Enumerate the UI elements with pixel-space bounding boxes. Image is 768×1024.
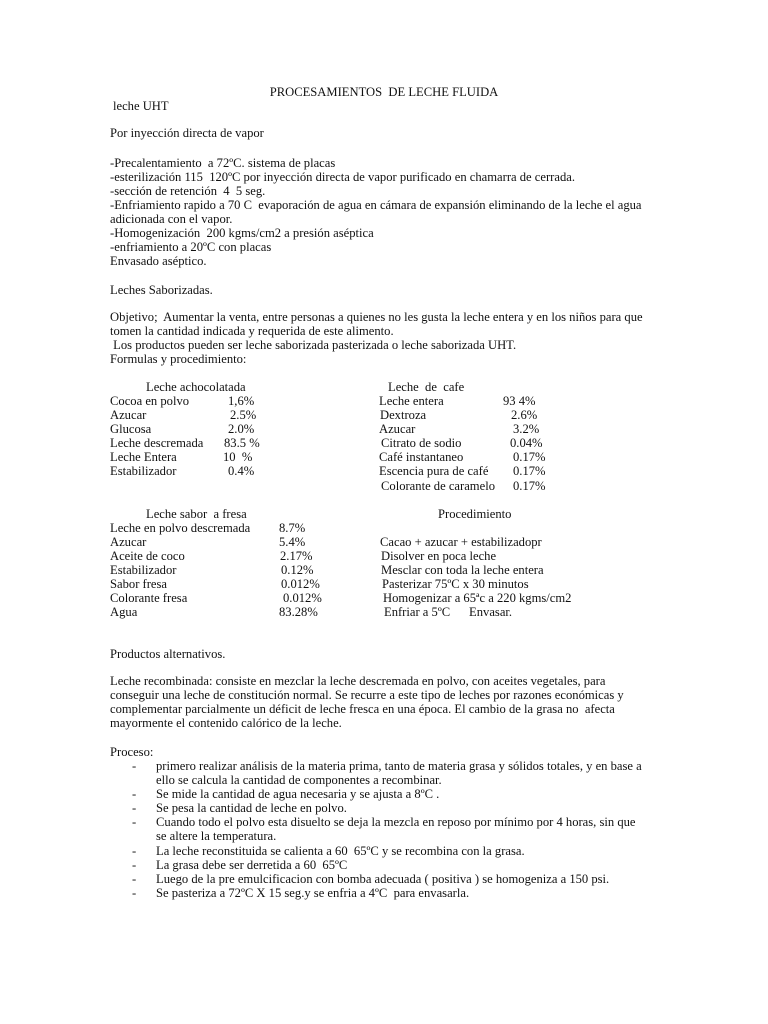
ingredient-name: Citrato de sodio (381, 436, 462, 450)
uht-step: -Homogenización 200 kgms/cm2 a presión aséptica (110, 226, 374, 240)
ingredient-value: 0.17% (513, 479, 546, 493)
formula-title: Leche achocolatada (146, 380, 246, 394)
list-item: primero realizar análisis de la materia prima, tanto de materia grasa y sólidos totales, y en base a (156, 759, 642, 773)
list-bullet: - (132, 886, 137, 900)
document-title: PROCESAMIENTOS DE LECHE FLUIDA (269, 85, 499, 99)
list-item: Se pasteriza a 72ºC X 15 seg.y se enfria a 4ºC para envasarla. (156, 886, 470, 900)
list-item: La leche reconstituida se calienta a 60 65ºC y se recombina con la grasa. (156, 844, 525, 858)
ingredient-name: Agua (110, 605, 138, 619)
list-bullet: - (132, 787, 137, 801)
ingredient-name: Leche Entera (110, 450, 177, 464)
paragraph-line: Los productos pueden ser leche saborizada pasterizada o leche saborizada UHT. (110, 338, 517, 352)
ingredient-value: 0.04% (510, 436, 543, 450)
ingredient-value: 0.17% (513, 464, 546, 478)
procedure-step: Homogenizar a 65ªc a 220 kgms/cm2 (383, 591, 572, 605)
ingredient-name: Escencia pura de café (379, 464, 489, 478)
uht-step: -esterilización 115 120ºC por inyección directa de vapor purificado en chamarra de cerrada. (110, 170, 575, 184)
ingredient-name: Leche entera (379, 394, 444, 408)
ingredient-name: Azucar (379, 422, 416, 436)
ingredient-name: Aceite de coco (110, 549, 185, 563)
list-bullet: - (132, 844, 137, 858)
paragraph-line: Objetivo; Aumentar la venta, entre personas a quienes no les gusta la leche entera y en los niños para que (110, 310, 643, 324)
ingredient-value: 1,6% (228, 394, 255, 408)
paragraph-line: tomen la cantidad indicada y requerida de este alimento. (110, 324, 394, 338)
list-item: Cuando todo el polvo esta disuelto se deja la mezcla en reposo por mínimo por 4 horas, sin que (156, 815, 636, 829)
section-heading-alternativos: Productos alternativos. (110, 647, 226, 661)
list-item: Luego de la pre emulcificacion con bomba adecuada ( positiva ) se homogeniza a 150 psi. (156, 872, 610, 886)
ingredient-value: 8.7% (279, 521, 306, 535)
section-heading-uht: leche UHT (113, 99, 169, 113)
ingredient-name: Café instantaneo (379, 450, 464, 464)
uht-step: -sección de retención 4 5 seg. (110, 184, 266, 198)
procedure-step: Pasterizar 75ºC x 30 minutos (382, 577, 529, 591)
procedure-step: Mesclar con toda la leche entera (381, 563, 544, 577)
ingredient-name: Colorante de caramelo (381, 479, 495, 493)
ingredient-name: Dextroza (380, 408, 427, 422)
list-bullet: - (132, 759, 137, 773)
ingredient-name: Colorante fresa (110, 591, 188, 605)
ingredient-value: 0.012% (283, 591, 322, 605)
ingredient-value: 83.5 % (224, 436, 260, 450)
list-bullet: - (132, 858, 137, 872)
ingredient-name: Azucar (110, 408, 147, 422)
list-item-continuation: se altere la temperatura. (156, 829, 277, 843)
ingredient-name: Azucar (110, 535, 147, 549)
ingredient-name: Cocoa en polvo (110, 394, 190, 408)
ingredient-value: 5.4% (279, 535, 306, 549)
list-item: Se mide la cantidad de agua necesaria y se ajusta a 8ºC . (156, 787, 440, 801)
uht-step: -Enfriamiento rapido a 70 C evaporación de agua en cámara de expansión eliminando de la leche el agua (110, 198, 642, 212)
ingredient-value: 0.012% (281, 577, 320, 591)
formula-title: Leche sabor a fresa (146, 507, 247, 521)
paragraph-line: conseguir una leche de constitución normal. Se recurre a este tipo de leches por razones económicas y (110, 688, 624, 702)
ingredient-value: 2.5% (230, 408, 257, 422)
ingredient-value: 0.17% (513, 450, 546, 464)
list-bullet: - (132, 801, 137, 815)
uht-step: Envasado aséptico. (110, 254, 207, 268)
ingredient-name: Leche en polvo descremada (110, 521, 251, 535)
ingredient-value: 10 % (223, 450, 253, 464)
uht-step: -Precalentamiento a 72ºC. sistema de placas (110, 156, 336, 170)
procedure-title: Procedimiento (438, 507, 512, 521)
ingredient-name: Sabor fresa (110, 577, 167, 591)
list-bullet: - (132, 815, 137, 829)
procedure-step: Disolver en poca leche (381, 549, 497, 563)
ingredient-name: Glucosa (110, 422, 152, 436)
ingredient-value: 2.17% (280, 549, 313, 563)
ingredient-value: 2.6% (511, 408, 538, 422)
uht-step: adicionada con el vapor. (110, 212, 233, 226)
section-heading-saborizadas: Leches Saborizadas. (110, 283, 213, 297)
procedure-step: Cacao + azucar + estabilizadopr (380, 535, 542, 549)
ingredient-value: 0.4% (228, 464, 255, 478)
list-bullet: - (132, 872, 137, 886)
method-line: Por inyección directa de vapor (110, 126, 264, 140)
list-item-continuation: ello se calcula la cantidad de componentes a recombinar. (156, 773, 442, 787)
list-item: Se pesa la cantidad de leche en polvo. (156, 801, 347, 815)
paragraph-line: complementar parcialmente un déficit de leche fresca en una época. El cambio de la grasa no afecta (110, 702, 615, 716)
paragraph-line: mayormente el contenido calórico de la leche. (110, 716, 342, 730)
ingredient-value: 3.2% (513, 422, 540, 436)
ingredient-value: 93 4% (503, 394, 536, 408)
section-heading-proceso: Proceso: (110, 745, 154, 759)
ingredient-value: 2.0% (228, 422, 255, 436)
paragraph-line: Leche recombinada: consiste en mezclar la leche descremada en polvo, con aceites vegetales, para (110, 674, 606, 688)
uht-step: -enfriamiento a 20ºC con placas (110, 240, 272, 254)
ingredient-name: Estabilizador (110, 563, 177, 577)
paragraph-line: Formulas y procedimiento: (110, 352, 247, 366)
list-item: La grasa debe ser derretida a 60 65ºC (156, 858, 348, 872)
procedure-step: Enfriar a 5ºC Envasar. (384, 605, 513, 619)
ingredient-name: Leche descremada (110, 436, 204, 450)
ingredient-value: 83.28% (279, 605, 318, 619)
formula-title: Leche de cafe (388, 380, 465, 394)
ingredient-value: 0.12% (281, 563, 314, 577)
ingredient-name: Estabilizador (110, 464, 177, 478)
